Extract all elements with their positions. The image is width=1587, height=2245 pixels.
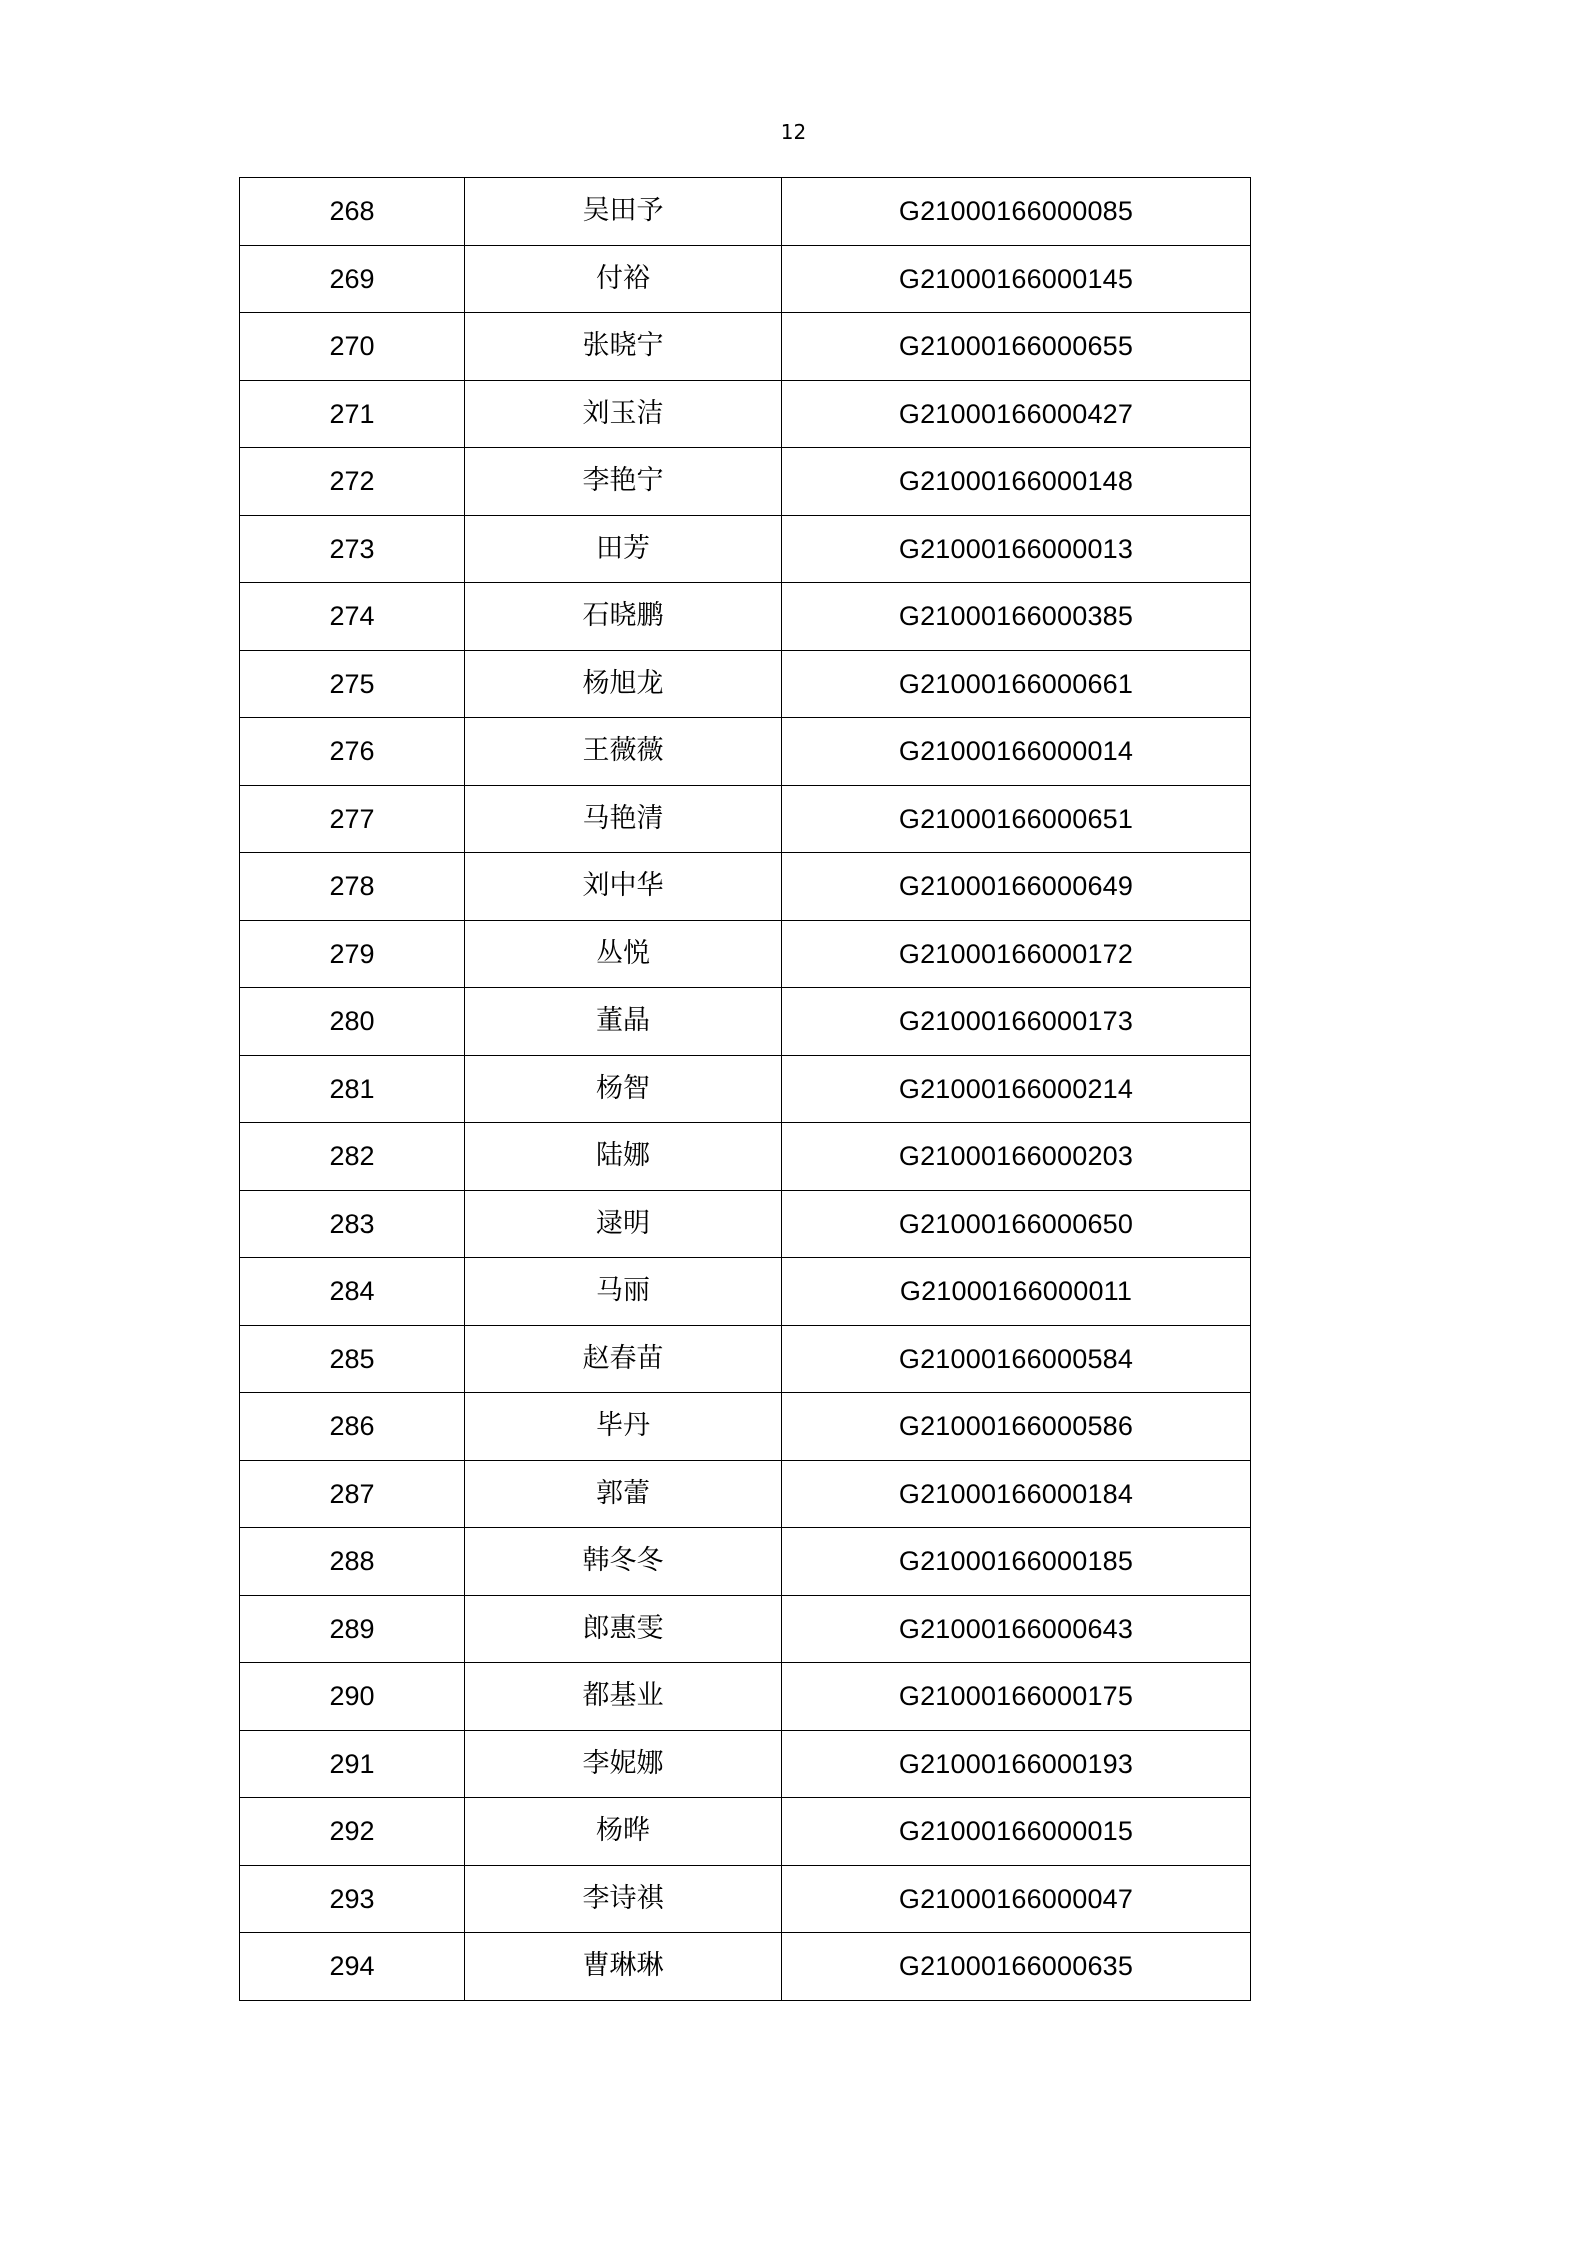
row-person-name: 董晶 <box>465 988 782 1056</box>
row-sequence-number: 272 <box>240 448 465 516</box>
table-row <box>240 1798 1251 1866</box>
row-sequence-number: 294 <box>240 1933 465 2001</box>
row-person-name: 韩冬冬 <box>465 1528 782 1596</box>
row-certificate-id: G21000166000175 <box>782 1663 1251 1731</box>
row-person-name: 刘中华 <box>465 853 782 921</box>
table-row <box>240 245 1251 313</box>
row-sequence-number: 292 <box>240 1798 465 1866</box>
row-certificate-id: G21000166000148 <box>782 448 1251 516</box>
row-sequence-number: 277 <box>240 785 465 853</box>
row-certificate-id: G21000166000586 <box>782 1393 1251 1461</box>
row-person-name: 石晓鹏 <box>465 583 782 651</box>
roster-table <box>239 177 1251 2001</box>
row-certificate-id: G21000166000172 <box>782 920 1251 988</box>
table-row <box>240 1663 1251 1731</box>
row-person-name: 王薇薇 <box>465 718 782 786</box>
table-row <box>240 785 1251 853</box>
table-row <box>240 1730 1251 1798</box>
row-certificate-id: G21000166000047 <box>782 1865 1251 1933</box>
row-person-name: 马丽 <box>465 1258 782 1326</box>
row-person-name: 丛悦 <box>465 920 782 988</box>
row-certificate-id: G21000166000184 <box>782 1460 1251 1528</box>
row-sequence-number: 275 <box>240 650 465 718</box>
row-certificate-id: G21000166000193 <box>782 1730 1251 1798</box>
row-certificate-id: G21000166000013 <box>782 515 1251 583</box>
row-sequence-number: 279 <box>240 920 465 988</box>
row-sequence-number: 282 <box>240 1123 465 1191</box>
table-row <box>240 650 1251 718</box>
row-certificate-id: G21000166000584 <box>782 1325 1251 1393</box>
row-sequence-number: 290 <box>240 1663 465 1731</box>
row-certificate-id: G21000166000643 <box>782 1595 1251 1663</box>
row-person-name: 李诗祺 <box>465 1865 782 1933</box>
row-certificate-id: G21000166000014 <box>782 718 1251 786</box>
row-sequence-number: 285 <box>240 1325 465 1393</box>
table-row <box>240 1528 1251 1596</box>
row-person-name: 马艳清 <box>465 785 782 853</box>
row-person-name: 李艳宁 <box>465 448 782 516</box>
row-person-name: 赵春苗 <box>465 1325 782 1393</box>
row-sequence-number: 283 <box>240 1190 465 1258</box>
row-certificate-id: G21000166000173 <box>782 988 1251 1056</box>
row-certificate-id: G21000166000214 <box>782 1055 1251 1123</box>
table-row <box>240 1190 1251 1258</box>
row-certificate-id: G21000166000015 <box>782 1798 1251 1866</box>
row-certificate-id: G21000166000427 <box>782 380 1251 448</box>
row-certificate-id: G21000166000203 <box>782 1123 1251 1191</box>
row-certificate-id: G21000166000185 <box>782 1528 1251 1596</box>
table-row <box>240 1933 1251 2001</box>
row-sequence-number: 284 <box>240 1258 465 1326</box>
row-person-name: 郎惠雯 <box>465 1595 782 1663</box>
row-person-name: 杨智 <box>465 1055 782 1123</box>
table-row <box>240 920 1251 988</box>
row-sequence-number: 271 <box>240 380 465 448</box>
page-number: 12 <box>780 120 807 144</box>
row-certificate-id: G21000166000085 <box>782 178 1251 246</box>
row-sequence-number: 291 <box>240 1730 465 1798</box>
row-person-name: 吴田予 <box>465 178 782 246</box>
row-person-name: 李妮娜 <box>465 1730 782 1798</box>
row-sequence-number: 270 <box>240 313 465 381</box>
row-sequence-number: 278 <box>240 853 465 921</box>
table-row <box>240 1595 1251 1663</box>
row-person-name: 杨晔 <box>465 1798 782 1866</box>
row-sequence-number: 289 <box>240 1595 465 1663</box>
row-person-name: 田芳 <box>465 515 782 583</box>
table-row <box>240 1460 1251 1528</box>
row-person-name: 曹琳琳 <box>465 1933 782 2001</box>
table-row <box>240 448 1251 516</box>
table-row <box>240 1393 1251 1461</box>
row-person-name: 毕丹 <box>465 1393 782 1461</box>
row-sequence-number: 268 <box>240 178 465 246</box>
roster-table-body <box>240 178 1251 2001</box>
row-certificate-id: G21000166000145 <box>782 245 1251 313</box>
row-sequence-number: 273 <box>240 515 465 583</box>
table-row <box>240 380 1251 448</box>
table-row <box>240 515 1251 583</box>
row-person-name: 杨旭龙 <box>465 650 782 718</box>
table-row <box>240 178 1251 246</box>
row-sequence-number: 288 <box>240 1528 465 1596</box>
row-certificate-id: G21000166000011 <box>782 1258 1251 1326</box>
table-row <box>240 313 1251 381</box>
row-sequence-number: 287 <box>240 1460 465 1528</box>
row-certificate-id: G21000166000649 <box>782 853 1251 921</box>
row-certificate-id: G21000166000651 <box>782 785 1251 853</box>
table-row <box>240 1123 1251 1191</box>
row-person-name: 陆娜 <box>465 1123 782 1191</box>
row-certificate-id: G21000166000650 <box>782 1190 1251 1258</box>
row-sequence-number: 269 <box>240 245 465 313</box>
table-row <box>240 853 1251 921</box>
row-sequence-number: 274 <box>240 583 465 651</box>
table-row <box>240 718 1251 786</box>
row-sequence-number: 293 <box>240 1865 465 1933</box>
row-certificate-id: G21000166000385 <box>782 583 1251 651</box>
row-person-name: 付裕 <box>465 245 782 313</box>
table-row <box>240 1055 1251 1123</box>
row-sequence-number: 280 <box>240 988 465 1056</box>
row-sequence-number: 276 <box>240 718 465 786</box>
row-person-name: 张晓宁 <box>465 313 782 381</box>
table-row <box>240 1258 1251 1326</box>
table-row <box>240 1325 1251 1393</box>
row-certificate-id: G21000166000661 <box>782 650 1251 718</box>
table-row <box>240 988 1251 1056</box>
table-row <box>240 1865 1251 1933</box>
row-person-name: 郭蕾 <box>465 1460 782 1528</box>
row-sequence-number: 281 <box>240 1055 465 1123</box>
row-sequence-number: 286 <box>240 1393 465 1461</box>
row-certificate-id: G21000166000635 <box>782 1933 1251 2001</box>
row-person-name: 刘玉洁 <box>465 380 782 448</box>
row-certificate-id: G21000166000655 <box>782 313 1251 381</box>
row-person-name: 逯明 <box>465 1190 782 1258</box>
row-person-name: 都基业 <box>465 1663 782 1731</box>
table-row <box>240 583 1251 651</box>
